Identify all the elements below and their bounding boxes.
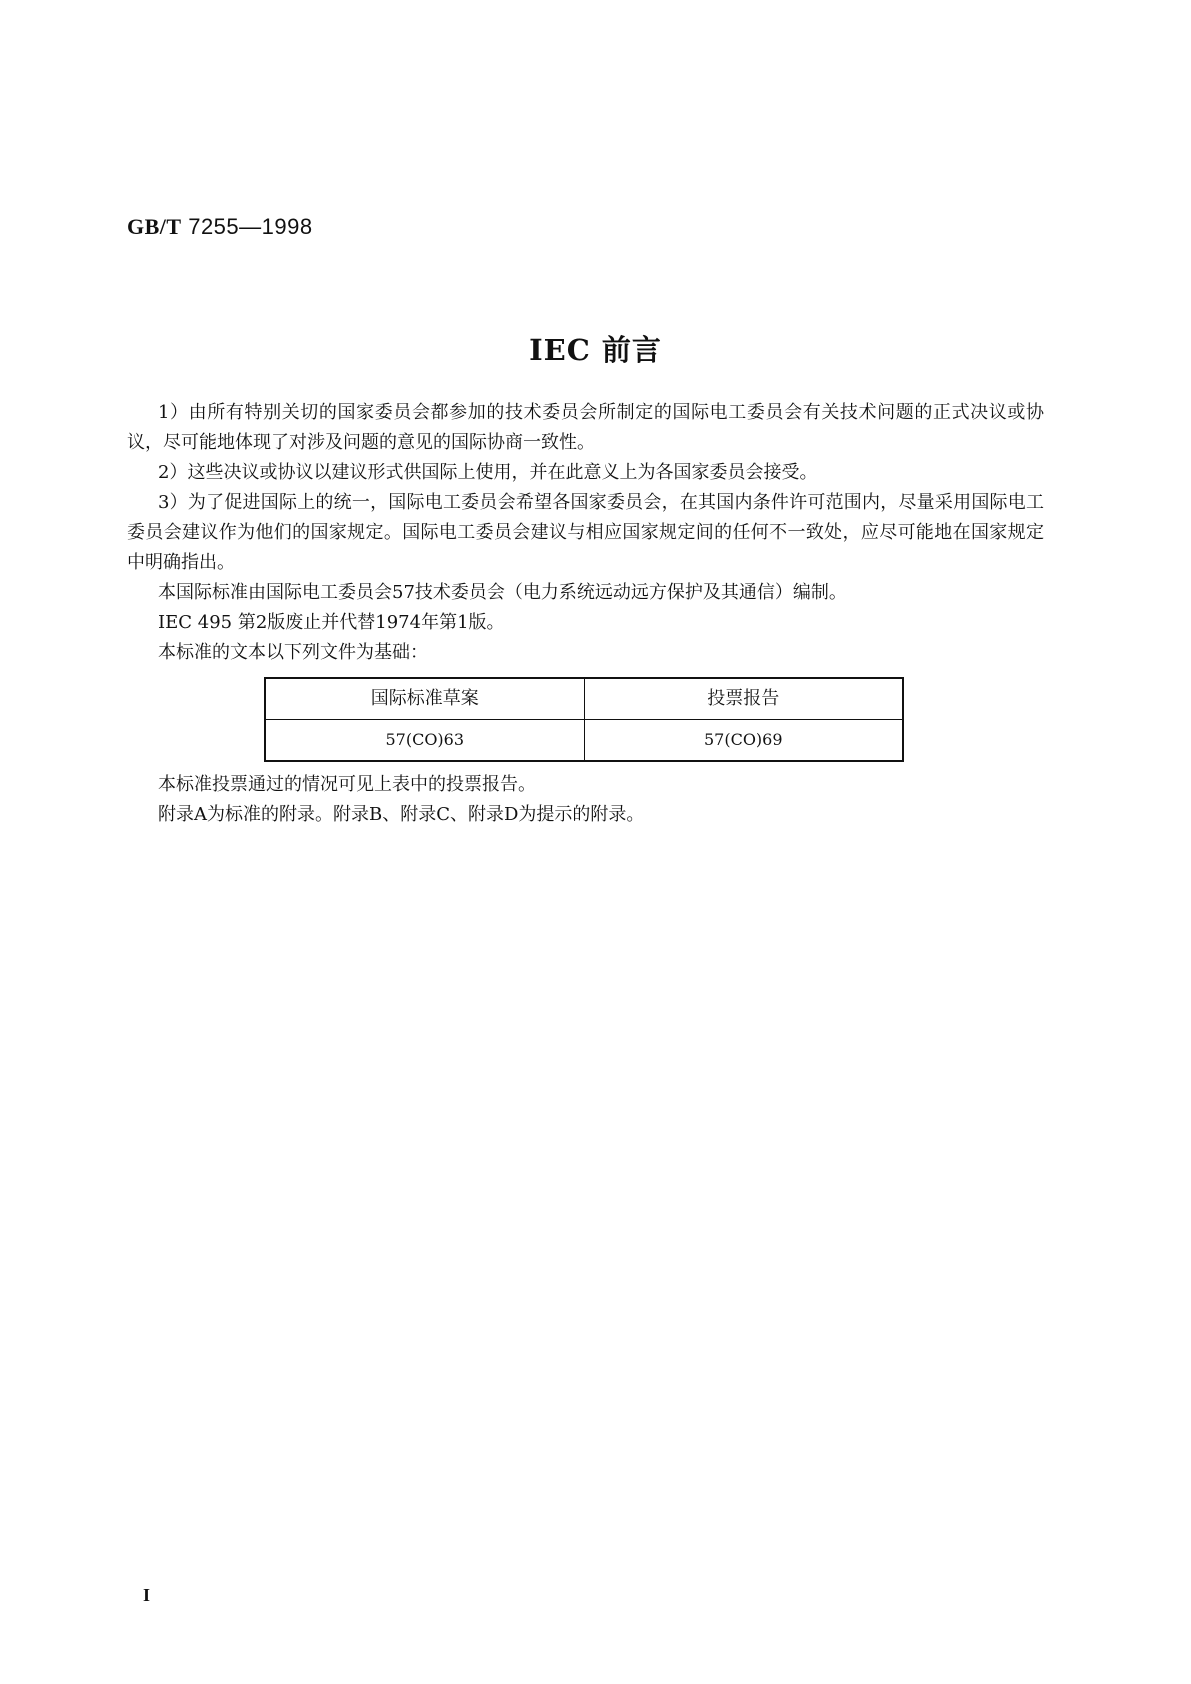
paragraph-1: 1）由所有特别关切的国家委员会都参加的技术委员会所制定的国际电工委员会有关技术问题的正式决议或协议，尽可能地体现了对涉及问题的意见的国际协商一致性。 (127, 402, 1044, 453)
document-code (127, 214, 313, 240)
table-header-draft: 国际标准草案 (265, 678, 584, 720)
paragraph-vote-note: 本标准投票通过的情况可见上表中的投票报告。 (158, 774, 536, 795)
documents-table (264, 677, 904, 762)
paragraph-edition: IEC 495 第2版废止并代替1974年第1版。 (158, 612, 505, 633)
page-number: I (143, 1585, 151, 1605)
page-title: IEC 前言 (529, 333, 662, 367)
paragraph-annex-note: 附录A为标准的附录。附录B、附录C、附录D为提示的附录。 (158, 804, 645, 825)
table-cell-vote-report: 57(CO)69 (584, 720, 903, 762)
table-header-row (265, 678, 903, 720)
document-code-prefix: GB/T (127, 214, 182, 239)
paragraph-2: 2）这些决议或协议以建议形式供国际上使用，并在此意义上为各国家委员会接受。 (158, 462, 818, 483)
paragraph-committee: 本国际标准由国际电工委员会57技术委员会（电力系统远动远方保护及其通信）编制。 (158, 582, 847, 603)
table-header-vote-report: 投票报告 (584, 678, 903, 720)
document-code-number: 7255—1998 (188, 214, 313, 239)
table-row (265, 720, 903, 762)
foreword-body (127, 398, 1044, 830)
paragraph-3: 3）为了促进国际上的统一，国际电工委员会希望各国家委员会，在其国内条件许可范围内，尽量采用国际电工委员会建议作为他们的国家规定。国际电工委员会建议与相应国家规定间的任何不一致处，应尽可能地在国家规定中明确指出。 (127, 492, 1044, 573)
paragraph-basis: 本标准的文本以下列文件为基础： (158, 642, 428, 663)
table-cell-draft: 57(CO)63 (265, 720, 584, 762)
